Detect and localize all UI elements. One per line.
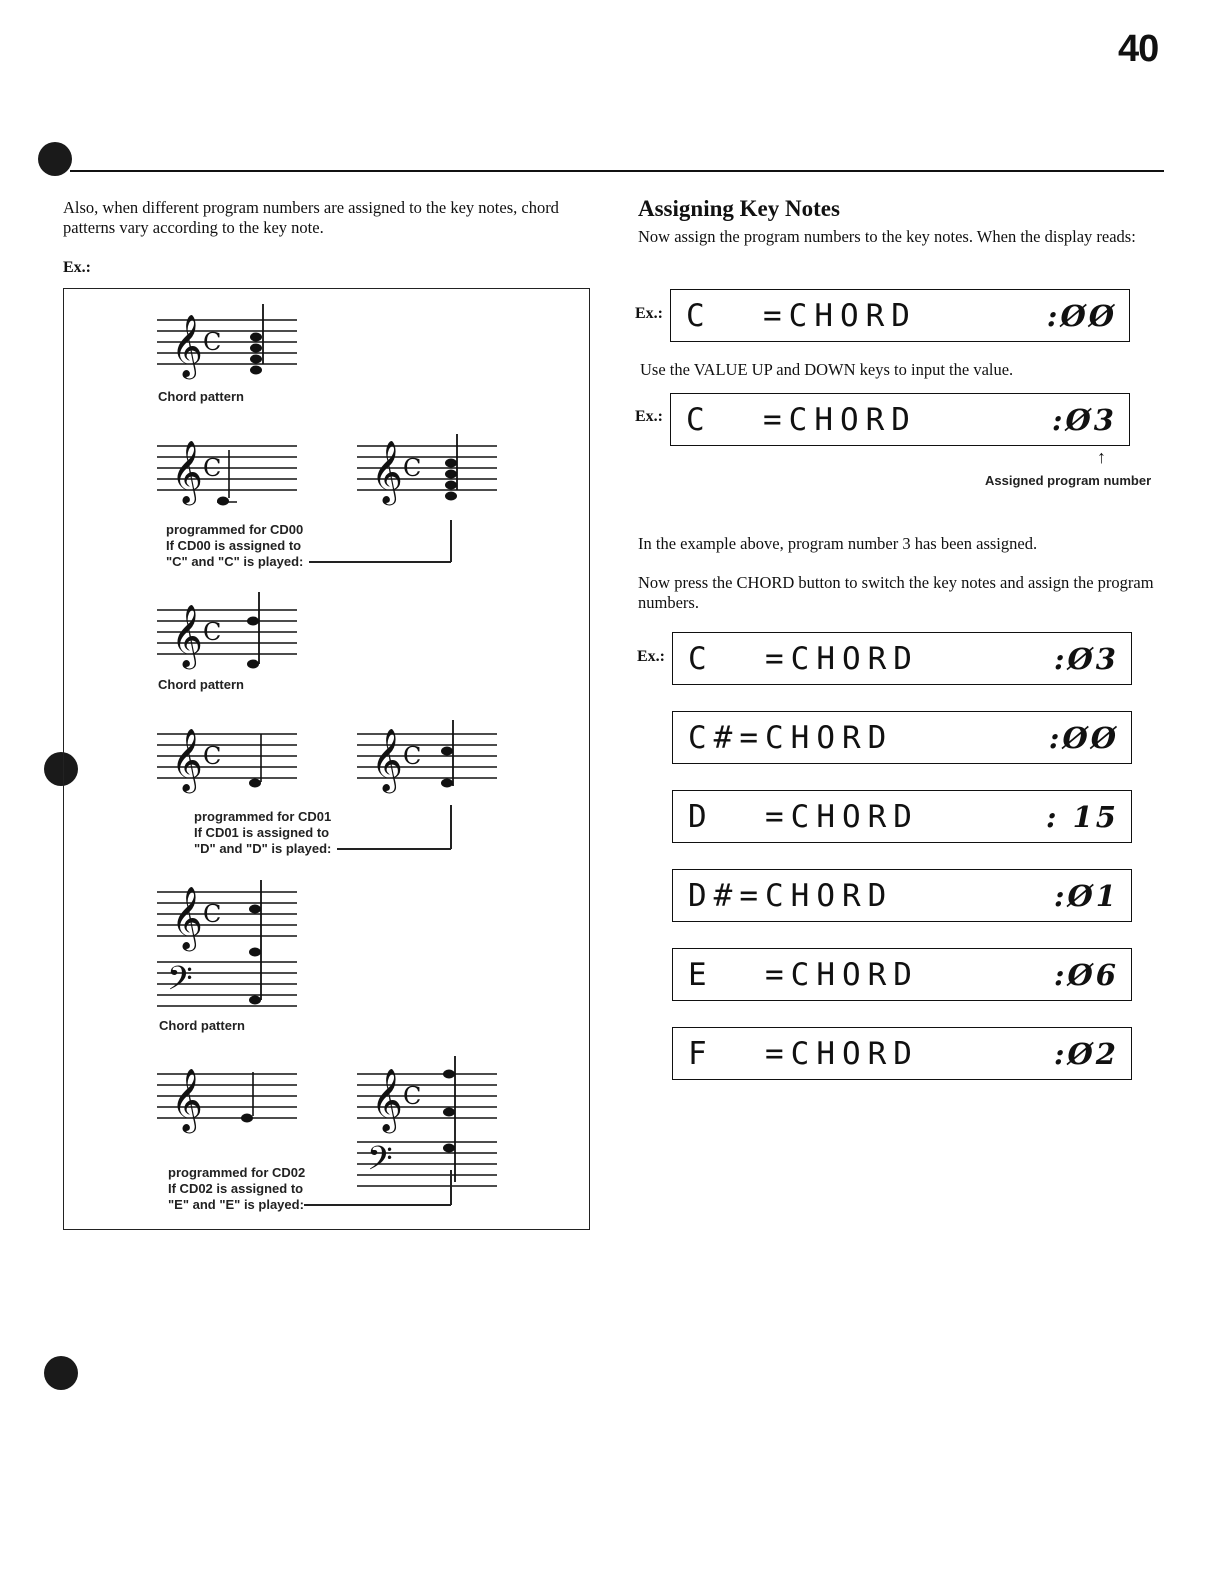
svg-text:𝄞: 𝄞 <box>171 886 203 949</box>
svg-text:𝄞: 𝄞 <box>371 440 403 503</box>
svg-text:C: C <box>403 454 422 482</box>
lcd-display-key-d <box>672 790 1132 843</box>
lcd-key-label: C =CHORD <box>688 640 919 677</box>
lcd-display-assigned-value: :Ø3 <box>1051 402 1117 437</box>
lcd-display-key-c-sharp <box>672 711 1132 764</box>
lcd-program-value: : 15 <box>1045 799 1119 834</box>
cd02-annotation <box>168 1165 305 1213</box>
caption-chord-pattern-3: Chord pattern <box>159 1018 245 1033</box>
ex-label-display-list: Ex.: <box>637 648 665 665</box>
lcd-program-value: :ØØ <box>1048 720 1119 755</box>
staff-chord-pattern-1 <box>157 298 299 386</box>
staff-result-cd02 <box>357 1052 499 1192</box>
lcd-display-initial <box>670 289 1130 342</box>
cd01-assigned: If CD01 is assigned to <box>194 825 330 840</box>
lcd-display-initial-value: :ØØ <box>1046 298 1117 333</box>
svg-text:C: C <box>203 900 222 928</box>
cd01-programmed: programmed for CD01 <box>194 809 332 824</box>
staff-key-d <box>157 712 299 800</box>
lcd-program-value: :Ø3 <box>1053 641 1119 676</box>
svg-text:C: C <box>203 742 222 770</box>
lcd-display-initial-key: C =CHORD <box>686 297 917 334</box>
cd01-leader-line <box>337 848 451 850</box>
assigned-program-label: Assigned program number <box>985 473 1152 488</box>
intro-text: Also, when different program numbers are assigned to the key notes, chord patterns vary according to the key note. <box>63 198 559 237</box>
svg-text:𝄞: 𝄞 <box>171 604 203 667</box>
lcd-program-value: :Ø2 <box>1053 1036 1119 1071</box>
lcd-display-key-c <box>672 632 1132 685</box>
lcd-display-key-e <box>672 948 1132 1001</box>
cd01-leader-arrow <box>450 805 452 849</box>
lcd-display-assigned <box>670 393 1130 446</box>
header-rule <box>70 170 1164 172</box>
page-number: 40 <box>1118 28 1159 70</box>
cd00-leader-arrow <box>450 520 452 562</box>
lcd-key-label: E =CHORD <box>688 956 919 993</box>
cd01-annotation <box>194 809 331 857</box>
para-example-result: In the example above, program number 3 has been assigned. <box>638 534 1038 553</box>
lcd-key-label: F =CHORD <box>688 1035 919 1072</box>
lcd-program-value: :Ø1 <box>1053 878 1119 913</box>
staff-key-e <box>157 1052 299 1140</box>
cd00-played: "C" and "C" is played: <box>166 554 304 569</box>
chord-example-box <box>63 288 590 1230</box>
caption-chord-pattern-1: Chord pattern <box>158 389 244 404</box>
lcd-key-label: D =CHORD <box>688 798 919 835</box>
cd02-programmed: programmed for CD02 <box>168 1165 306 1180</box>
svg-text:𝄞: 𝄞 <box>171 728 203 791</box>
lcd-key-label: D#=CHORD <box>688 877 894 914</box>
cd02-leader-arrow <box>450 1170 452 1205</box>
lcd-program-value: :Ø6 <box>1053 957 1119 992</box>
svg-text:𝄞: 𝄞 <box>171 1068 203 1131</box>
cd02-leader-line <box>304 1204 451 1206</box>
ex-label-left: Ex.: <box>63 259 91 276</box>
cd00-assigned: If CD00 is assigned to <box>166 538 302 553</box>
up-arrow-icon: ↑ <box>1097 447 1106 467</box>
cd00-leader-line <box>309 561 451 563</box>
caption-chord-pattern-2: Chord pattern <box>158 677 244 692</box>
binder-hole-top <box>38 142 72 176</box>
staff-chord-pattern-3 <box>157 878 299 1018</box>
svg-text:𝄢: 𝄢 <box>167 960 193 1006</box>
svg-text:C: C <box>203 618 222 646</box>
svg-text:C: C <box>403 742 422 770</box>
staff-result-cd01 <box>357 712 499 800</box>
lcd-display-assigned-key: C =CHORD <box>686 401 917 438</box>
staff-result-cd00 <box>357 424 499 512</box>
svg-text:𝄢: 𝄢 <box>367 1140 393 1186</box>
svg-text:C: C <box>203 454 222 482</box>
svg-text:𝄞: 𝄞 <box>371 728 403 791</box>
svg-text:C: C <box>203 328 222 356</box>
svg-text:𝄞: 𝄞 <box>171 440 203 503</box>
ex-label-display1: Ex.: <box>635 305 663 322</box>
staff-key-c <box>157 424 299 512</box>
para-assign-intro: Now assign the program numbers to the key notes. When the display reads: <box>638 227 1136 246</box>
para-value-keys: Use the VALUE UP and DOWN keys to input the value. <box>640 360 1014 379</box>
cd01-played: "D" and "D" is played: <box>194 841 332 856</box>
lcd-display-key-d-sharp <box>672 869 1132 922</box>
cd00-programmed: programmed for CD00 <box>166 522 304 537</box>
lcd-display-key-f <box>672 1027 1132 1080</box>
lcd-key-label: C#=CHORD <box>688 719 894 756</box>
cd02-played: "E" and "E" is played: <box>168 1197 304 1212</box>
binder-hole-bottom <box>44 1356 78 1390</box>
staff-chord-pattern-2 <box>157 588 299 676</box>
cd02-assigned: If CD02 is assigned to <box>168 1181 304 1196</box>
svg-text:C: C <box>403 1082 422 1110</box>
cd00-annotation <box>166 522 303 570</box>
section-heading: Assigning Key Notes <box>638 196 840 221</box>
svg-text:𝄞: 𝄞 <box>171 314 203 377</box>
svg-text:𝄞: 𝄞 <box>371 1068 403 1131</box>
para-chord-button: Now press the CHORD button to switch the key notes and assign the program numbers. <box>638 573 1154 612</box>
ex-label-display2: Ex.: <box>635 408 663 425</box>
